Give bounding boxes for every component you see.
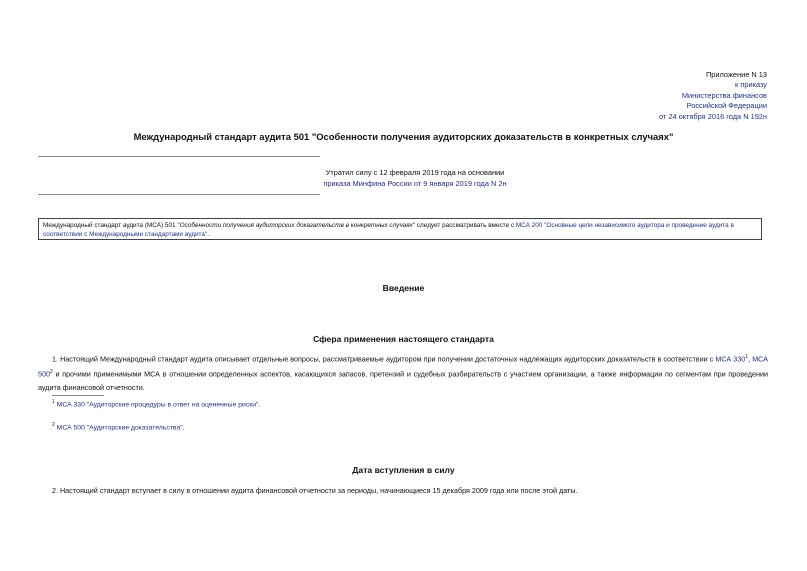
footnote-1-mark: 1 (52, 399, 55, 405)
appendix-order-link[interactable]: к приказу (735, 80, 767, 90)
footnote-2-mark: 2 (52, 422, 55, 428)
note-text-1: Международный стандарт аудита (МСА) 501 " (43, 222, 180, 229)
footnote-divider (52, 395, 104, 396)
appendix-date-link[interactable]: от 24 октября 2016 года N 192н (658, 111, 767, 121)
divider-bottom (38, 194, 320, 195)
lost-force-order-link[interactable]: приказа Минфина России от 9 января 2019 года N 2н (323, 179, 507, 188)
heading-intro: Введение (382, 283, 425, 293)
para1-text-3: и прочими применимыми МСА в отношении определенных аспектов, касающихся запасов, претензий и судебных разбирательств с участием организации, а также информации по сегментам при проведении аудита финансовой отчетности. (38, 369, 768, 392)
paragraph-2: 2. Настоящий стандарт вступает в силу в отношении аудита финансовой отчетности за периоды, начинающиеся 15 декабря 2009 года или после этой даты. (52, 486, 578, 495)
footnote-2-link[interactable]: МСА 500 "Аудиторские доказательства" (56, 424, 183, 432)
para1-text-2: , (748, 354, 753, 364)
note-msa200-link[interactable]: МСА 200 "Основные цели независимого аудитора и проведение аудита в соответствии с Международными стандартами аудита" (43, 222, 734, 238)
lost-force-text: Утратил силу с 12 февраля 2019 года на основании (325, 168, 505, 177)
appendix-block (659, 70, 767, 122)
msa500-link[interactable]: МСА 500 (38, 354, 769, 379)
footnote-2-end: . (182, 424, 185, 432)
note-text-3: . (207, 231, 210, 238)
footnote-1-end: . (258, 401, 261, 409)
footnote-ref-2[interactable]: 2 (50, 368, 53, 375)
heading-scope: Сфера применения настоящего стандарта (313, 334, 494, 344)
appendix-country-link[interactable]: Российской Федерации (686, 101, 767, 111)
note-italic: Особенности получения аудиторских доказательств в конкретных случаях (179, 222, 413, 229)
lost-force-notice (250, 167, 580, 189)
note-text-2: " следует рассматривать вместе с (412, 222, 516, 229)
footnote-1-link[interactable]: МСА 330 "Аудиторские процедуры в ответ на оцененные риски" (56, 401, 259, 409)
paragraph-1 (38, 351, 768, 394)
document-title: Международный стандарт аудита 501 "Особенности получения аудиторских доказательств в конкретных случаях" (133, 131, 674, 142)
footnote-1 (52, 399, 260, 408)
footnote-ref-1[interactable]: 1 (745, 354, 749, 360)
appendix-ministry-link[interactable]: Министерства финансов (681, 90, 767, 100)
msa330-link[interactable]: МСА 330 (715, 354, 746, 364)
divider-top (38, 156, 320, 157)
para1-text-1: 1. Настоящий Международный стандарт аудита описывает отдельные вопросы, рассматриваемые аудитором при получении достаточных надлежащих аудиторских доказательств в соответствии с (52, 354, 716, 364)
note-box (38, 218, 762, 240)
heading-effective: Дата вступления в силу (352, 465, 455, 475)
footnote-2 (52, 422, 185, 431)
appendix-number: Приложение N 13 (705, 70, 767, 79)
